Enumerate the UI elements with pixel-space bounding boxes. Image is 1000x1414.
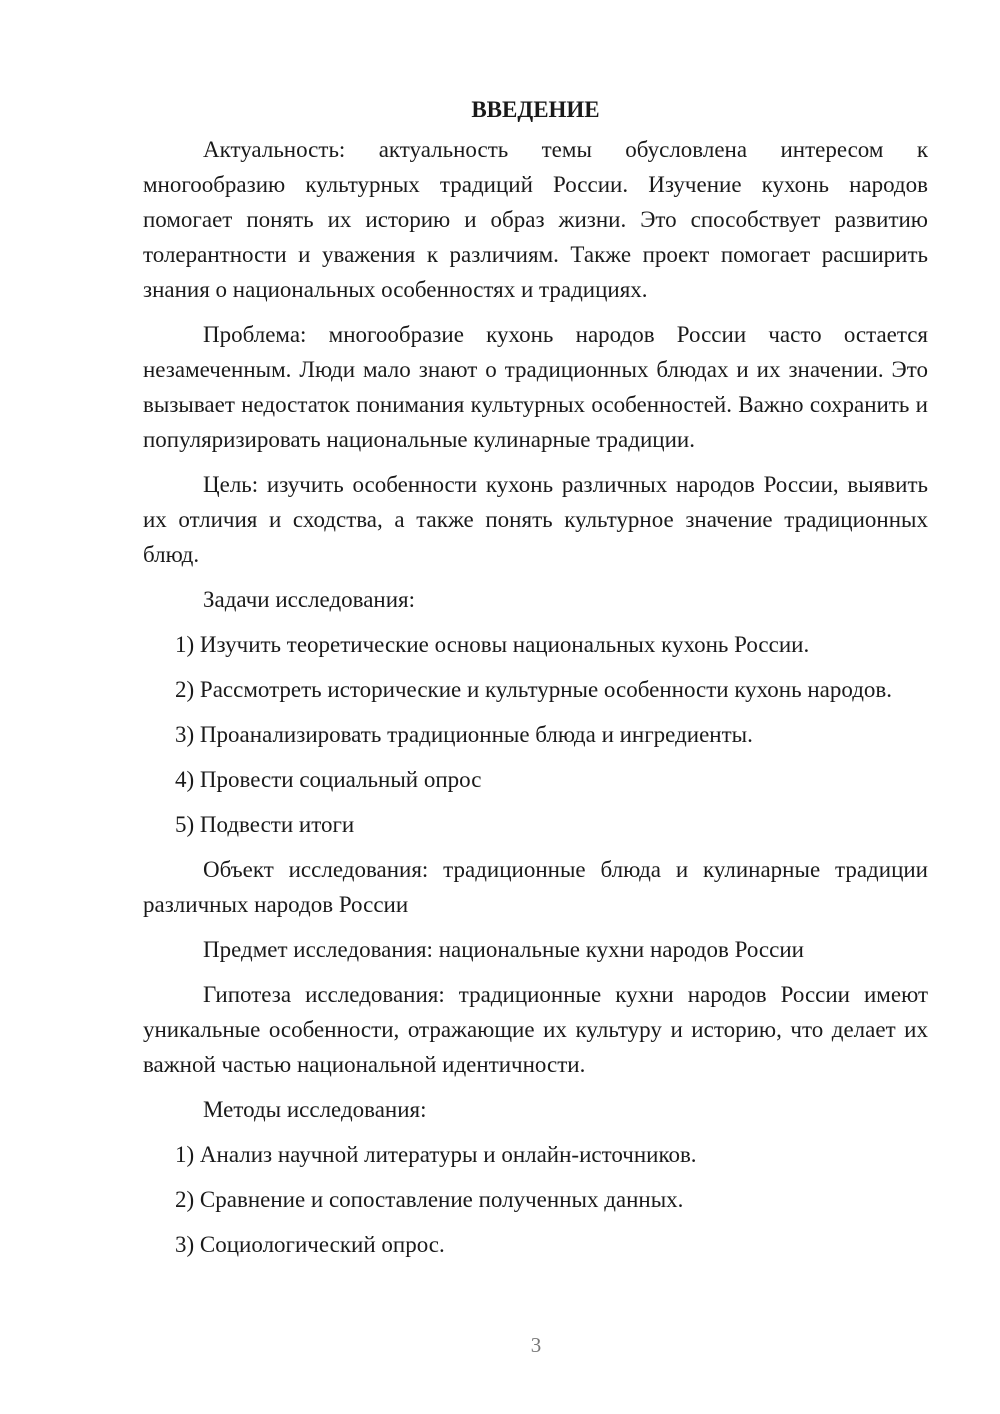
task-item-2: 2) Рассмотреть исторические и культурные особенности кухонь народов.	[175, 677, 893, 702]
problem-paragraph: Проблема: многообразие кухонь народов России часто остается незамеченным. Люди мало знают о традиционных блюдах и их значении. Это вызывает недостаток понимания культурных особенностей. Важно сохранить и популяризировать национальные кулинарные традиции.	[143, 322, 928, 452]
object-paragraph: Объект исследования: традиционные блюда и кулинарные традиции различных народов России	[143, 857, 928, 917]
section-heading: ВВЕДЕНИЕ	[471, 97, 600, 122]
method-item-2: 2) Сравнение и сопоставление полученных данных.	[175, 1187, 684, 1212]
method-item-1: 1) Анализ научной литературы и онлайн-источников.	[175, 1142, 697, 1167]
task-item-3: 3) Проанализировать традиционные блюда и ингредиенты.	[175, 722, 753, 747]
subject-paragraph: Предмет исследования: национальные кухни народов России	[203, 937, 804, 962]
document-page	[143, 92, 928, 1272]
hypothesis-paragraph: Гипотеза исследования: традиционные кухни народов России имеют уникальные особенности, отражающие их культуру и историю, что делает их важной частью национальной идентичности.	[143, 982, 928, 1077]
tasks-title: Задачи исследования:	[203, 587, 416, 612]
task-item-1: 1) Изучить теоретические основы национальных кухонь России.	[175, 632, 810, 657]
methods-title: Методы исследования:	[203, 1097, 427, 1122]
task-item-5: 5) Подвести итоги	[175, 812, 355, 837]
task-item-4: 4) Провести социальный опрос	[175, 767, 482, 792]
goal-paragraph: Цель: изучить особенности кухонь различных народов России, выявить их отличия и сходства, а также понять культурное значение традиционных блюд.	[143, 472, 928, 567]
relevance-paragraph: Актуальность: актуальность темы обусловлена интересом к многообразию культурных традиций России. Изучение кухонь народов помогает понять их историю и образ жизни. Это способствует развитию толерантности и уважения к различиям. Также проект помогает расширить знания о национальных особенностях и традициях.	[143, 137, 928, 302]
page-number: 3	[530, 1333, 542, 1357]
method-item-3: 3) Социологический опрос.	[175, 1232, 445, 1257]
